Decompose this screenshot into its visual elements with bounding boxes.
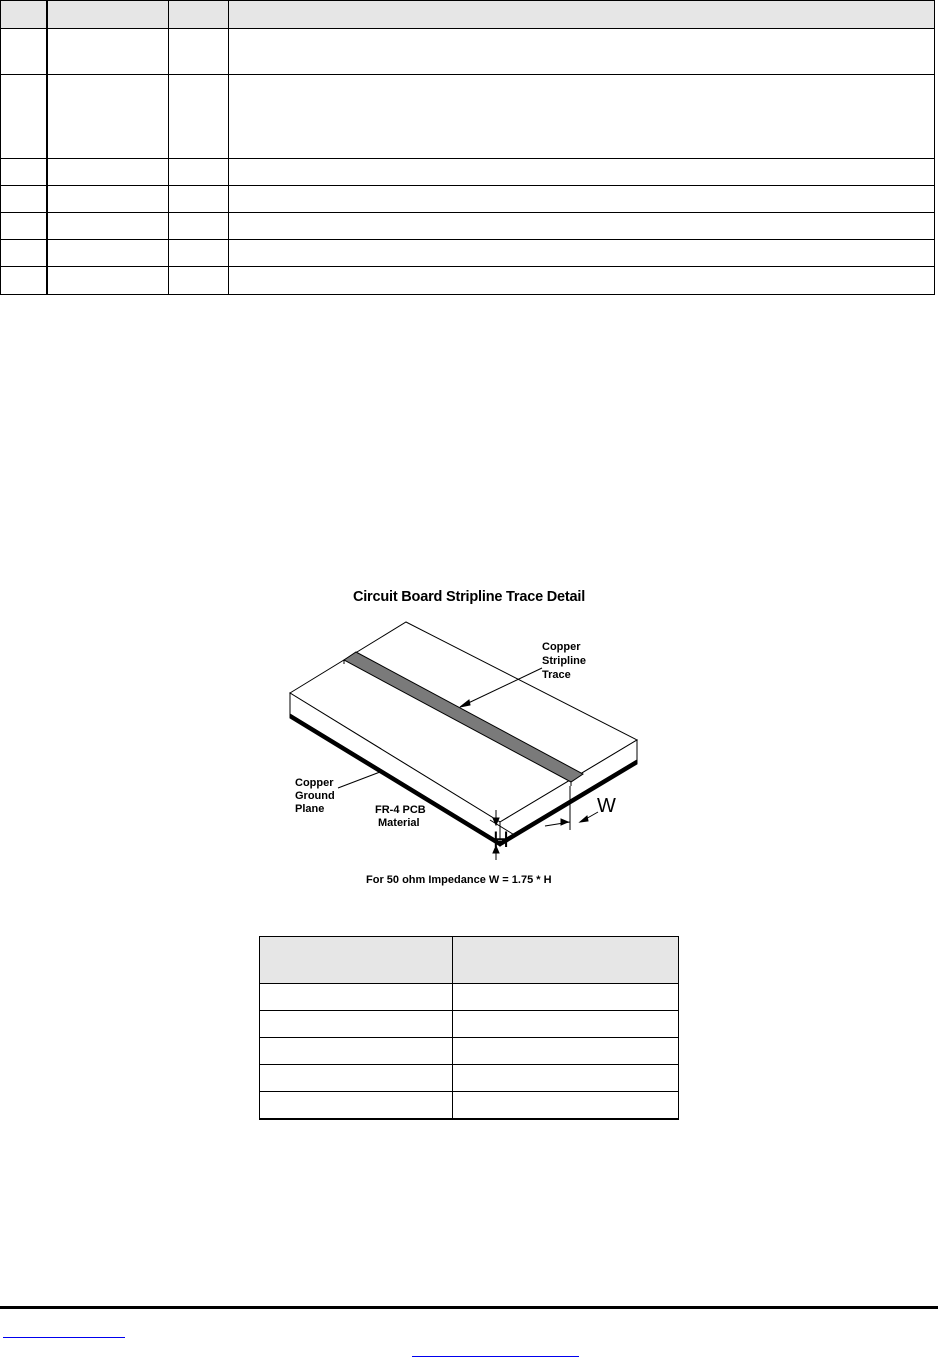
header-cell — [47, 1, 169, 29]
figure-title: Circuit Board Stripline Trace Detail — [352, 589, 586, 605]
ground-label-1: Copper — [295, 777, 334, 789]
table-header-row — [260, 937, 679, 984]
table-row — [260, 1011, 679, 1038]
table-row — [1, 75, 935, 159]
table-row — [1, 267, 935, 295]
table-row — [260, 1038, 679, 1065]
trace-label-2: Stripline — [542, 655, 587, 667]
table-row — [260, 1092, 679, 1120]
header-cell — [169, 1, 229, 29]
header-cell — [229, 1, 935, 29]
table-row — [1, 240, 935, 267]
ground-label-3: Plane — [295, 803, 325, 815]
ground-label-2: Ground — [295, 790, 335, 802]
header-cell — [260, 937, 453, 984]
footer-link-center[interactable] — [412, 1356, 579, 1357]
header-cell — [453, 937, 679, 984]
trace-label-3: Trace — [542, 669, 571, 681]
footer-rule — [0, 1306, 938, 1309]
pin-table — [0, 0, 935, 295]
table-row — [260, 984, 679, 1011]
trace-width-table — [259, 936, 679, 1120]
material-label-1: FR-4 PCB — [375, 804, 426, 816]
dim-w-label: W — [597, 795, 616, 817]
header-cell — [1, 1, 47, 29]
table-row — [1, 159, 935, 186]
table-row — [260, 1065, 679, 1092]
stripline-diagram — [280, 610, 660, 895]
formula-label: For 50 ohm Impedance W = 1.75 * H — [366, 874, 552, 886]
trace-label-1: Copper — [542, 641, 581, 653]
table-row — [1, 186, 935, 213]
table-row — [1, 29, 935, 75]
footer-link-left[interactable] — [3, 1337, 125, 1338]
material-label-2: Material — [378, 817, 420, 829]
table-header-row — [1, 1, 935, 29]
dim-h-label: H — [493, 827, 509, 852]
table-row — [1, 213, 935, 240]
